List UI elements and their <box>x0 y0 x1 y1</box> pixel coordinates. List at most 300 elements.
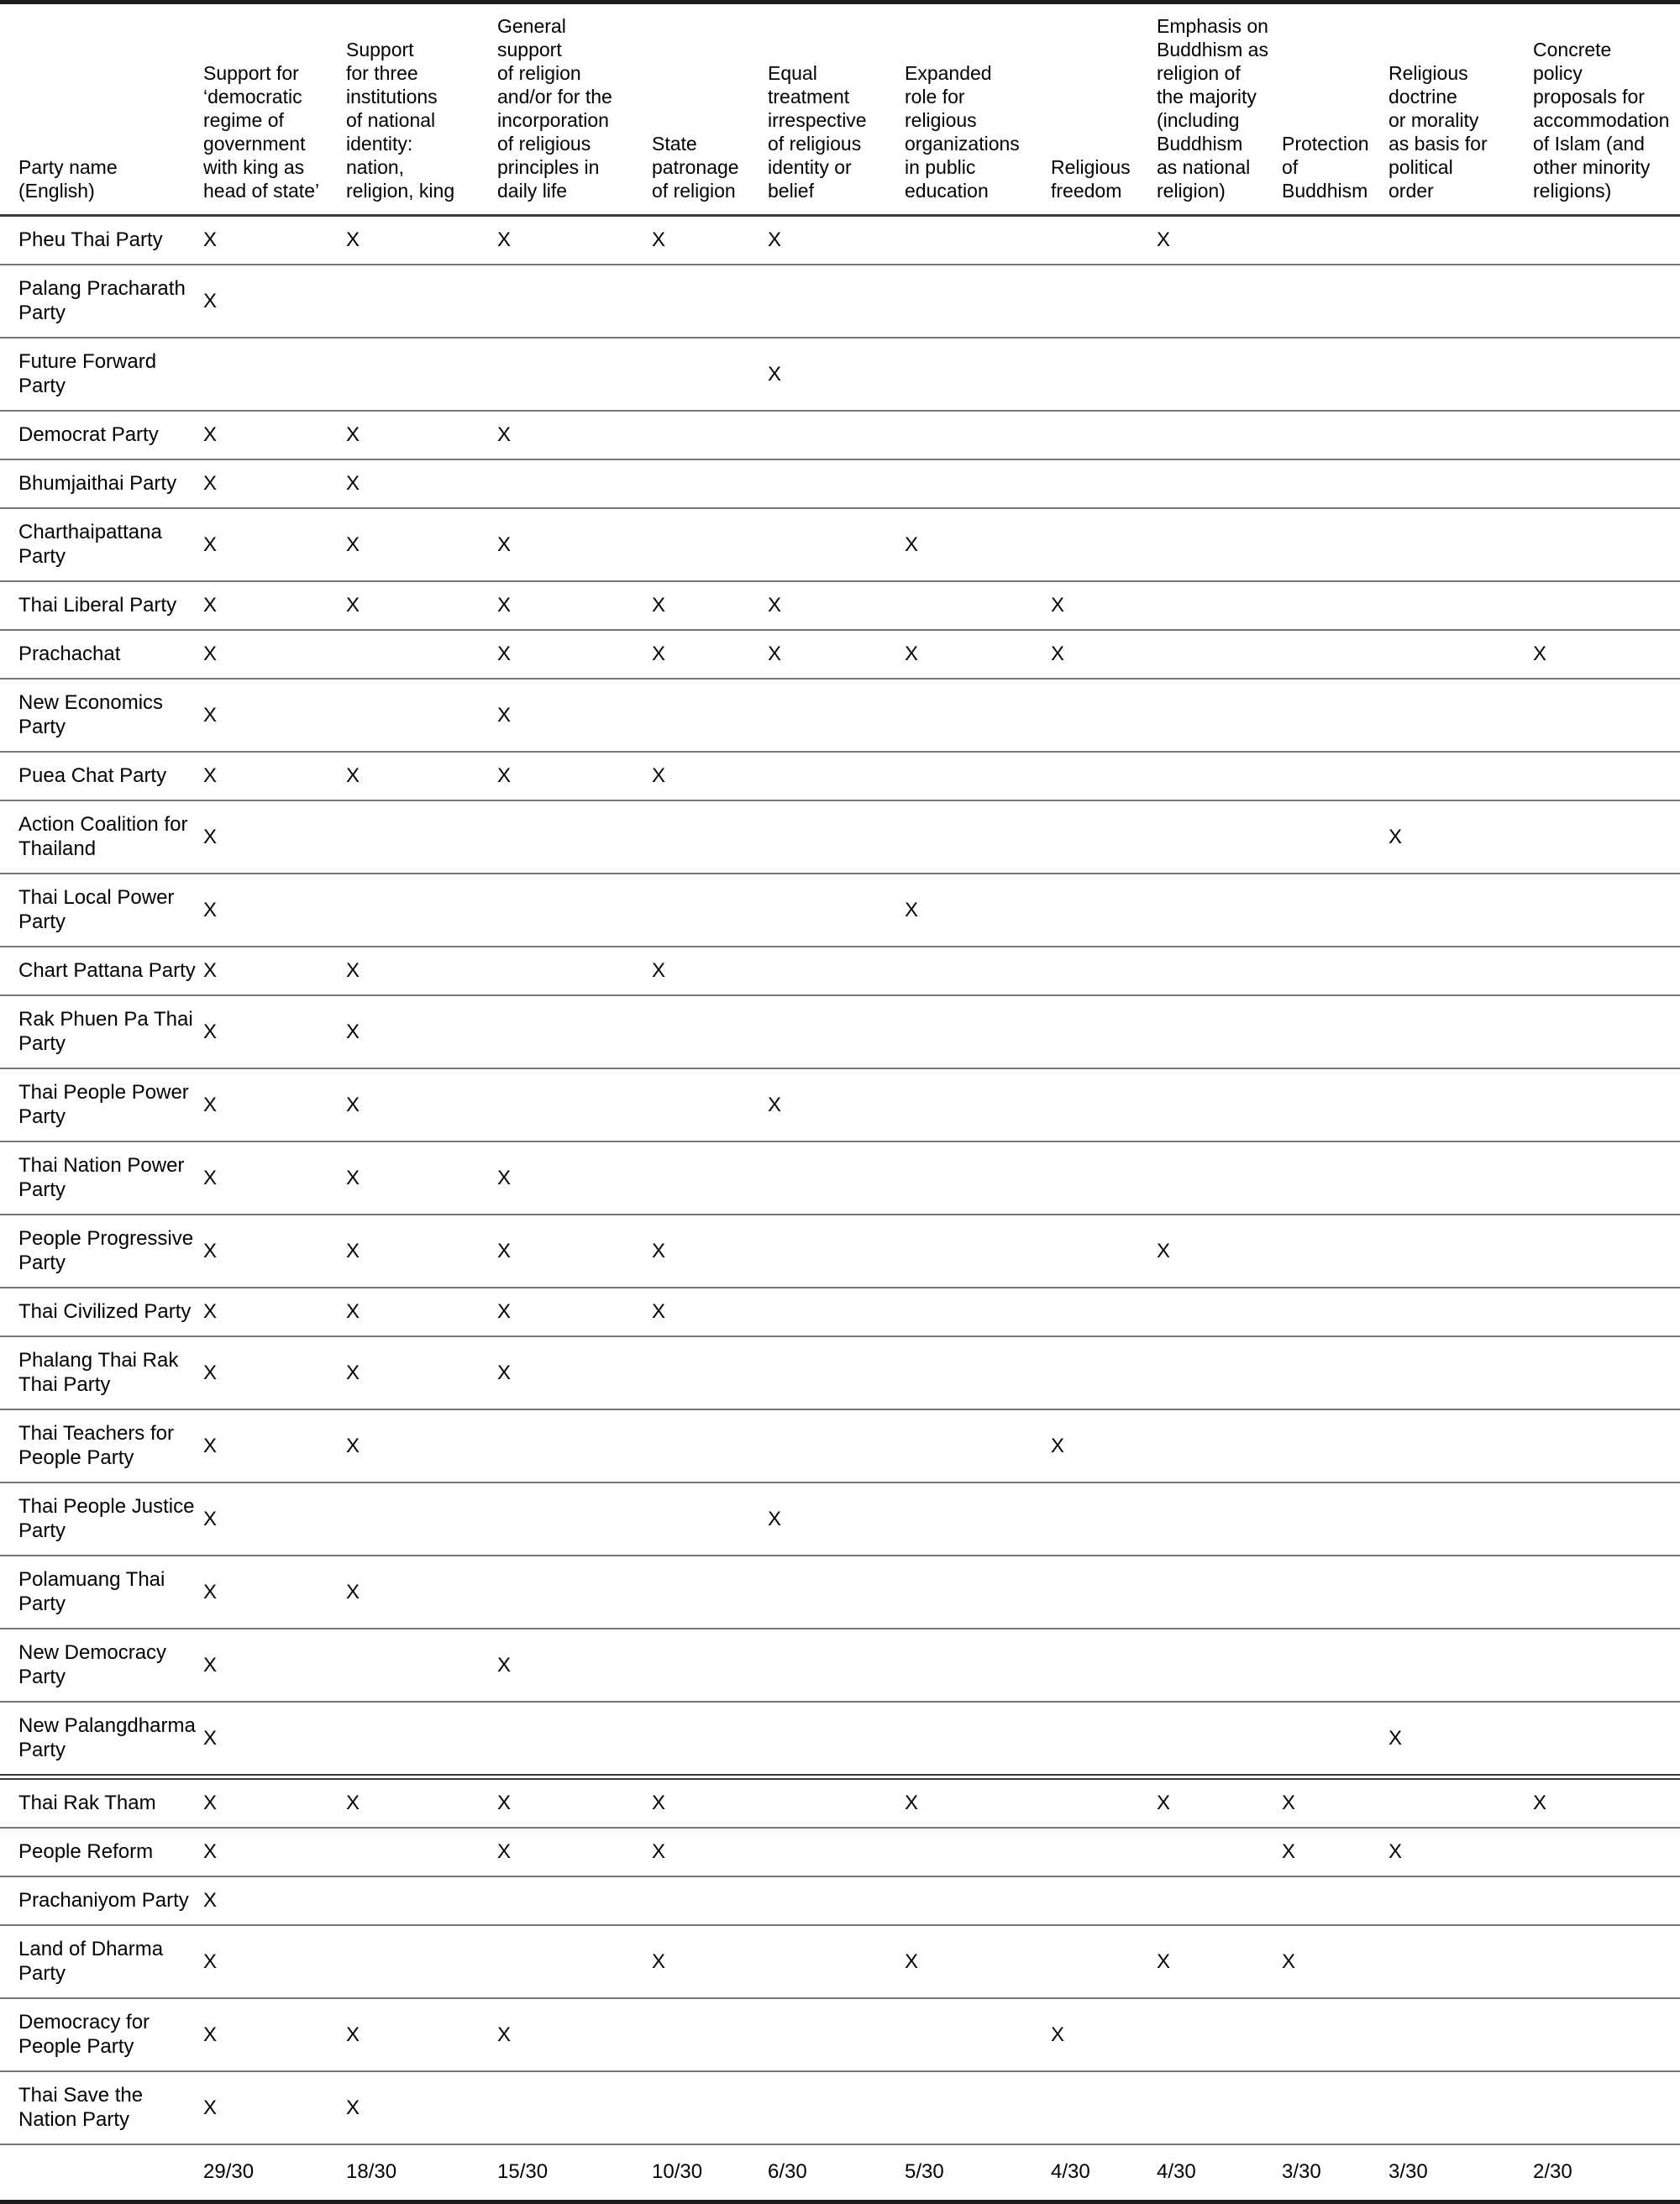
mark-cell-equal-treatment <box>768 411 905 459</box>
total-cell-religious-freedom: 4/30 <box>1051 2144 1157 2202</box>
mark-cell-general-support-religion: X <box>497 1629 652 1702</box>
mark-cell-protection-buddhism <box>1282 1876 1389 1925</box>
mark-cell-democratic-regime: X <box>203 1629 346 1702</box>
mark-cell-religious-doctrine-order <box>1389 630 1533 679</box>
mark-cell-three-institutions: X <box>346 752 497 800</box>
mark-cell-emphasis-buddhism <box>1157 752 1282 800</box>
mark-cell-emphasis-buddhism <box>1157 1556 1282 1629</box>
mark-cell-protection-buddhism <box>1282 1068 1389 1141</box>
mark-cell-expanded-role-education <box>905 1288 1051 1336</box>
mark-cell-state-patronage: X <box>652 581 768 630</box>
mark-cell-protection-buddhism <box>1282 1482 1389 1556</box>
mark-cell-protection-buddhism <box>1282 1702 1389 1777</box>
mark-cell-expanded-role-education <box>905 216 1051 265</box>
mark-cell-general-support-religion <box>497 265 652 338</box>
mark-cell-religious-doctrine-order <box>1389 1998 1533 2071</box>
mark-cell-state-patronage <box>652 1629 768 1702</box>
mark-cell-three-institutions: X <box>346 508 497 581</box>
party-name-cell: Prachachat <box>0 630 203 679</box>
mark-cell-three-institutions: X <box>346 1215 497 1288</box>
mark-cell-expanded-role-education <box>905 1556 1051 1629</box>
total-cell-three-institutions: 18/30 <box>346 2144 497 2202</box>
mark-cell-expanded-role-education <box>905 752 1051 800</box>
mark-cell-equal-treatment <box>768 800 905 874</box>
total-cell-accommodation-islam: 2/30 <box>1533 2144 1680 2202</box>
mark-cell-democratic-regime: X <box>203 630 346 679</box>
mark-cell-religious-doctrine-order <box>1389 995 1533 1068</box>
party-name-cell: Prachaniyom Party <box>0 1876 203 1925</box>
mark-cell-religious-doctrine-order <box>1389 1629 1533 1702</box>
party-name-cell: Democracy for People Party <box>0 1998 203 2071</box>
mark-cell-equal-treatment: X <box>768 216 905 265</box>
mark-cell-expanded-role-education <box>905 1409 1051 1482</box>
mark-cell-religious-doctrine-order <box>1389 679 1533 752</box>
mark-cell-state-patronage: X <box>652 216 768 265</box>
mark-cell-emphasis-buddhism <box>1157 1409 1282 1482</box>
mark-cell-emphasis-buddhism <box>1157 1998 1282 2071</box>
table-row <box>0 1777 1680 1829</box>
table-row <box>0 216 1680 265</box>
mark-cell-three-institutions: X <box>346 2071 497 2144</box>
mark-cell-religious-freedom <box>1051 1876 1157 1925</box>
mark-cell-religious-doctrine-order <box>1389 1876 1533 1925</box>
mark-cell-state-patronage <box>652 1702 768 1777</box>
mark-cell-protection-buddhism <box>1282 800 1389 874</box>
mark-cell-three-institutions: X <box>346 1288 497 1336</box>
mark-cell-expanded-role-education <box>905 1998 1051 2071</box>
mark-cell-three-institutions <box>346 800 497 874</box>
mark-cell-religious-freedom <box>1051 459 1157 508</box>
column-header-religious-freedom: Religious freedom <box>1051 3 1157 216</box>
column-header-accommodation-islam: Concrete policy proposals for accommodation of Islam (and other minority religions) <box>1533 3 1680 216</box>
mark-cell-expanded-role-education <box>905 1141 1051 1215</box>
mark-cell-state-patronage: X <box>652 1828 768 1876</box>
mark-cell-accommodation-islam <box>1533 216 1680 265</box>
mark-cell-accommodation-islam <box>1533 338 1680 411</box>
party-name-cell: People Reform <box>0 1828 203 1876</box>
mark-cell-democratic-regime: X <box>203 1876 346 1925</box>
mark-cell-general-support-religion <box>497 1068 652 1141</box>
mark-cell-religious-doctrine-order <box>1389 411 1533 459</box>
mark-cell-three-institutions: X <box>346 1068 497 1141</box>
mark-cell-three-institutions: X <box>346 1141 497 1215</box>
party-name-cell: New Democracy Party <box>0 1629 203 1702</box>
mark-cell-protection-buddhism <box>1282 874 1389 947</box>
mark-cell-protection-buddhism <box>1282 630 1389 679</box>
mark-cell-accommodation-islam <box>1533 508 1680 581</box>
mark-cell-religious-freedom <box>1051 216 1157 265</box>
party-name-cell: Polamuang Thai Party <box>0 1556 203 1629</box>
mark-cell-religious-freedom <box>1051 338 1157 411</box>
mark-cell-three-institutions: X <box>346 1409 497 1482</box>
mark-cell-general-support-religion: X <box>497 630 652 679</box>
mark-cell-emphasis-buddhism: X <box>1157 1925 1282 1998</box>
mark-cell-expanded-role-education: X <box>905 630 1051 679</box>
mark-cell-equal-treatment: X <box>768 581 905 630</box>
mark-cell-expanded-role-education <box>905 800 1051 874</box>
mark-cell-expanded-role-education: X <box>905 1777 1051 1829</box>
mark-cell-state-patronage <box>652 1068 768 1141</box>
mark-cell-equal-treatment <box>768 1288 905 1336</box>
mark-cell-religious-doctrine-order: X <box>1389 1828 1533 1876</box>
mark-cell-equal-treatment <box>768 1702 905 1777</box>
mark-cell-three-institutions <box>346 265 497 338</box>
table-row <box>0 508 1680 581</box>
mark-cell-accommodation-islam <box>1533 265 1680 338</box>
mark-cell-three-institutions <box>346 679 497 752</box>
mark-cell-accommodation-islam <box>1533 1215 1680 1288</box>
mark-cell-democratic-regime: X <box>203 581 346 630</box>
mark-cell-state-patronage <box>652 1336 768 1409</box>
mark-cell-accommodation-islam <box>1533 1998 1680 2071</box>
mark-cell-equal-treatment <box>768 1336 905 1409</box>
mark-cell-state-patronage: X <box>652 630 768 679</box>
table-row <box>0 1215 1680 1288</box>
mark-cell-equal-treatment <box>768 1777 905 1829</box>
mark-cell-state-patronage <box>652 265 768 338</box>
mark-cell-religious-doctrine-order <box>1389 1482 1533 1556</box>
mark-cell-emphasis-buddhism <box>1157 1141 1282 1215</box>
mark-cell-equal-treatment <box>768 1215 905 1288</box>
mark-cell-equal-treatment: X <box>768 1068 905 1141</box>
mark-cell-emphasis-buddhism <box>1157 581 1282 630</box>
mark-cell-general-support-religion <box>497 1925 652 1998</box>
mark-cell-three-institutions: X <box>346 1336 497 1409</box>
mark-cell-democratic-regime: X <box>203 1288 346 1336</box>
column-header-general-support-religion: General support of religion and/or for the incorporation of religious principles in daily life <box>497 3 652 216</box>
total-cell-democratic-regime: 29/30 <box>203 2144 346 2202</box>
mark-cell-religious-freedom <box>1051 995 1157 1068</box>
mark-cell-general-support-religion <box>497 1556 652 1629</box>
table-row <box>0 1828 1680 1876</box>
party-name-cell: Thai Rak Tham <box>0 1777 203 1829</box>
mark-cell-accommodation-islam <box>1533 1876 1680 1925</box>
mark-cell-three-institutions: X <box>346 411 497 459</box>
mark-cell-equal-treatment <box>768 874 905 947</box>
mark-cell-accommodation-islam: X <box>1533 1777 1680 1829</box>
mark-cell-three-institutions: X <box>346 1998 497 2071</box>
mark-cell-three-institutions <box>346 1702 497 1777</box>
mark-cell-emphasis-buddhism: X <box>1157 216 1282 265</box>
mark-cell-emphasis-buddhism <box>1157 2071 1282 2144</box>
mark-cell-state-patronage <box>652 679 768 752</box>
mark-cell-democratic-regime: X <box>203 1777 346 1829</box>
mark-cell-protection-buddhism <box>1282 411 1389 459</box>
mark-cell-expanded-role-education <box>905 1336 1051 1409</box>
party-name-cell: Action Coalition for Thailand <box>0 800 203 874</box>
mark-cell-equal-treatment <box>768 752 905 800</box>
mark-cell-state-patronage <box>652 338 768 411</box>
mark-cell-general-support-religion: X <box>497 1288 652 1336</box>
mark-cell-protection-buddhism <box>1282 1409 1389 1482</box>
mark-cell-religious-doctrine-order: X <box>1389 1702 1533 1777</box>
mark-cell-emphasis-buddhism: X <box>1157 1777 1282 1829</box>
table-row <box>0 1482 1680 1556</box>
party-name-cell: Thai Local Power Party <box>0 874 203 947</box>
mark-cell-three-institutions <box>346 874 497 947</box>
mark-cell-religious-doctrine-order <box>1389 947 1533 995</box>
mark-cell-three-institutions: X <box>346 947 497 995</box>
mark-cell-religious-doctrine-order <box>1389 508 1533 581</box>
column-header-state-patronage: State patronage of religion <box>652 3 768 216</box>
mark-cell-protection-buddhism <box>1282 679 1389 752</box>
mark-cell-religious-freedom <box>1051 1702 1157 1777</box>
party-name-cell: Pheu Thai Party <box>0 216 203 265</box>
mark-cell-general-support-religion: X <box>497 1777 652 1829</box>
table-row <box>0 752 1680 800</box>
table-row <box>0 1336 1680 1409</box>
table-row <box>0 338 1680 411</box>
mark-cell-democratic-regime: X <box>203 1215 346 1288</box>
mark-cell-emphasis-buddhism <box>1157 1336 1282 1409</box>
mark-cell-expanded-role-education <box>905 581 1051 630</box>
mark-cell-protection-buddhism <box>1282 581 1389 630</box>
mark-cell-democratic-regime: X <box>203 1556 346 1629</box>
party-name-cell: Palang Pracharath Party <box>0 265 203 338</box>
table-footer <box>0 2144 1680 2202</box>
totals-row-label <box>0 2144 203 2202</box>
party-name-cell: Bhumjaithai Party <box>0 459 203 508</box>
mark-cell-democratic-regime: X <box>203 1925 346 1998</box>
totals-row <box>0 2144 1680 2202</box>
column-header-equal-treatment: Equal treatment irrespective of religious identity or belief <box>768 3 905 216</box>
mark-cell-democratic-regime: X <box>203 874 346 947</box>
mark-cell-state-patronage: X <box>652 1925 768 1998</box>
mark-cell-democratic-regime: X <box>203 1482 346 1556</box>
party-name-cell: Puea Chat Party <box>0 752 203 800</box>
mark-cell-general-support-religion: X <box>497 216 652 265</box>
mark-cell-three-institutions <box>346 338 497 411</box>
table-row <box>0 1702 1680 1777</box>
mark-cell-accommodation-islam <box>1533 874 1680 947</box>
mark-cell-general-support-religion <box>497 459 652 508</box>
mark-cell-religious-freedom <box>1051 874 1157 947</box>
mark-cell-general-support-religion <box>497 995 652 1068</box>
mark-cell-protection-buddhism <box>1282 947 1389 995</box>
mark-cell-democratic-regime: X <box>203 265 346 338</box>
mark-cell-expanded-role-education <box>905 338 1051 411</box>
mark-cell-religious-doctrine-order <box>1389 2071 1533 2144</box>
mark-cell-accommodation-islam <box>1533 1702 1680 1777</box>
mark-cell-religious-doctrine-order <box>1389 1215 1533 1288</box>
mark-cell-protection-buddhism <box>1282 1629 1389 1702</box>
mark-cell-protection-buddhism: X <box>1282 1777 1389 1829</box>
column-header-protection-buddhism: Protection of Buddhism <box>1282 3 1389 216</box>
mark-cell-democratic-regime: X <box>203 508 346 581</box>
table-row <box>0 1068 1680 1141</box>
mark-cell-general-support-religion <box>497 947 652 995</box>
mark-cell-state-patronage <box>652 508 768 581</box>
mark-cell-expanded-role-education <box>905 1828 1051 1876</box>
mark-cell-democratic-regime: X <box>203 947 346 995</box>
mark-cell-equal-treatment <box>768 1629 905 1702</box>
mark-cell-three-institutions: X <box>346 995 497 1068</box>
mark-cell-protection-buddhism <box>1282 338 1389 411</box>
mark-cell-general-support-religion <box>497 338 652 411</box>
mark-cell-religious-doctrine-order <box>1389 1925 1533 1998</box>
mark-cell-state-patronage <box>652 1409 768 1482</box>
mark-cell-democratic-regime: X <box>203 1998 346 2071</box>
mark-cell-state-patronage <box>652 411 768 459</box>
mark-cell-democratic-regime: X <box>203 1068 346 1141</box>
mark-cell-emphasis-buddhism <box>1157 679 1282 752</box>
mark-cell-protection-buddhism <box>1282 995 1389 1068</box>
mark-cell-equal-treatment <box>768 1556 905 1629</box>
mark-cell-religious-freedom <box>1051 679 1157 752</box>
table-row <box>0 459 1680 508</box>
mark-cell-equal-treatment <box>768 1998 905 2071</box>
mark-cell-emphasis-buddhism <box>1157 338 1282 411</box>
mark-cell-protection-buddhism: X <box>1282 1925 1389 1998</box>
mark-cell-equal-treatment: X <box>768 630 905 679</box>
total-cell-equal-treatment: 6/30 <box>768 2144 905 2202</box>
party-name-cell: People Progressive Party <box>0 1215 203 1288</box>
mark-cell-religious-doctrine-order <box>1389 1288 1533 1336</box>
mark-cell-expanded-role-education <box>905 265 1051 338</box>
table-header <box>0 3 1680 216</box>
mark-cell-religious-doctrine-order <box>1389 752 1533 800</box>
mark-cell-expanded-role-education <box>905 1702 1051 1777</box>
mark-cell-emphasis-buddhism <box>1157 947 1282 995</box>
mark-cell-expanded-role-education <box>905 1482 1051 1556</box>
mark-cell-accommodation-islam <box>1533 1141 1680 1215</box>
mark-cell-emphasis-buddhism <box>1157 874 1282 947</box>
mark-cell-protection-buddhism <box>1282 2071 1389 2144</box>
mark-cell-equal-treatment <box>768 1925 905 1998</box>
mark-cell-equal-treatment <box>768 679 905 752</box>
mark-cell-democratic-regime: X <box>203 752 346 800</box>
mark-cell-democratic-regime: X <box>203 1141 346 1215</box>
mark-cell-religious-freedom <box>1051 1629 1157 1702</box>
mark-cell-emphasis-buddhism <box>1157 1482 1282 1556</box>
mark-cell-accommodation-islam <box>1533 1336 1680 1409</box>
mark-cell-accommodation-islam <box>1533 995 1680 1068</box>
party-name-cell: Phalang Thai Rak Thai Party <box>0 1336 203 1409</box>
mark-cell-general-support-religion: X <box>497 1828 652 1876</box>
mark-cell-religious-freedom: X <box>1051 581 1157 630</box>
row-header-label: Party name (English) <box>0 3 203 216</box>
column-header-religious-doctrine-order: Religious doctrine or morality as basis for political order <box>1389 3 1533 216</box>
mark-cell-protection-buddhism <box>1282 508 1389 581</box>
mark-cell-religious-doctrine-order <box>1389 581 1533 630</box>
table-row <box>0 2071 1680 2144</box>
mark-cell-general-support-religion <box>497 874 652 947</box>
mark-cell-religious-freedom <box>1051 752 1157 800</box>
mark-cell-emphasis-buddhism <box>1157 1876 1282 1925</box>
mark-cell-state-patronage <box>652 995 768 1068</box>
mark-cell-religious-freedom <box>1051 411 1157 459</box>
total-cell-expanded-role-education: 5/30 <box>905 2144 1051 2202</box>
mark-cell-democratic-regime: X <box>203 411 346 459</box>
mark-cell-equal-treatment <box>768 1876 905 1925</box>
mark-cell-general-support-religion <box>497 800 652 874</box>
mark-cell-religious-freedom <box>1051 1336 1157 1409</box>
mark-cell-general-support-religion: X <box>497 679 652 752</box>
mark-cell-accommodation-islam <box>1533 2071 1680 2144</box>
party-name-cell: Thai People Justice Party <box>0 1482 203 1556</box>
mark-cell-state-patronage: X <box>652 947 768 995</box>
mark-cell-expanded-role-education <box>905 947 1051 995</box>
party-name-cell: Rak Phuen Pa Thai Party <box>0 995 203 1068</box>
mark-cell-religious-doctrine-order <box>1389 1141 1533 1215</box>
table-row <box>0 1925 1680 1998</box>
mark-cell-state-patronage <box>652 1141 768 1215</box>
header-row <box>0 3 1680 216</box>
mark-cell-emphasis-buddhism <box>1157 995 1282 1068</box>
mark-cell-religious-doctrine-order <box>1389 1777 1533 1829</box>
table-row <box>0 1409 1680 1482</box>
party-name-cell: Thai Teachers for People Party <box>0 1409 203 1482</box>
mark-cell-expanded-role-education <box>905 1215 1051 1288</box>
total-cell-state-patronage: 10/30 <box>652 2144 768 2202</box>
party-name-cell: Land of Dharma Party <box>0 1925 203 1998</box>
table-row <box>0 1998 1680 2071</box>
total-cell-emphasis-buddhism: 4/30 <box>1157 2144 1282 2202</box>
mark-cell-accommodation-islam <box>1533 1629 1680 1702</box>
mark-cell-religious-freedom <box>1051 1482 1157 1556</box>
mark-cell-three-institutions <box>346 1629 497 1702</box>
mark-cell-general-support-religion: X <box>497 508 652 581</box>
mark-cell-emphasis-buddhism <box>1157 800 1282 874</box>
mark-cell-religious-doctrine-order <box>1389 338 1533 411</box>
mark-cell-accommodation-islam <box>1533 1068 1680 1141</box>
table-body <box>0 216 1680 2145</box>
mark-cell-emphasis-buddhism: X <box>1157 1215 1282 1288</box>
mark-cell-protection-buddhism <box>1282 1288 1389 1336</box>
mark-cell-accommodation-islam <box>1533 459 1680 508</box>
mark-cell-expanded-role-education <box>905 2071 1051 2144</box>
mark-cell-general-support-religion: X <box>497 1336 652 1409</box>
party-name-cell: Thai Liberal Party <box>0 581 203 630</box>
mark-cell-accommodation-islam <box>1533 1925 1680 1998</box>
column-header-emphasis-buddhism: Emphasis on Buddhism as religion of the majority (including Buddhism as national religion) <box>1157 3 1282 216</box>
mark-cell-general-support-religion <box>497 1482 652 1556</box>
mark-cell-religious-freedom <box>1051 265 1157 338</box>
mark-cell-accommodation-islam <box>1533 1482 1680 1556</box>
mark-cell-emphasis-buddhism <box>1157 1629 1282 1702</box>
mark-cell-general-support-religion: X <box>497 411 652 459</box>
mark-cell-equal-treatment <box>768 459 905 508</box>
mark-cell-accommodation-islam <box>1533 581 1680 630</box>
table-row <box>0 630 1680 679</box>
mark-cell-expanded-role-education: X <box>905 1925 1051 1998</box>
mark-cell-three-institutions: X <box>346 459 497 508</box>
mark-cell-religious-freedom <box>1051 1141 1157 1215</box>
mark-cell-state-patronage <box>652 874 768 947</box>
mark-cell-emphasis-buddhism <box>1157 1288 1282 1336</box>
party-name-cell: Thai Civilized Party <box>0 1288 203 1336</box>
mark-cell-equal-treatment <box>768 1409 905 1482</box>
mark-cell-general-support-religion: X <box>497 1141 652 1215</box>
mark-cell-accommodation-islam <box>1533 1409 1680 1482</box>
mark-cell-religious-doctrine-order <box>1389 459 1533 508</box>
total-cell-general-support-religion: 15/30 <box>497 2144 652 2202</box>
mark-cell-religious-freedom <box>1051 1288 1157 1336</box>
party-name-cell: Thai People Power Party <box>0 1068 203 1141</box>
mark-cell-three-institutions <box>346 1482 497 1556</box>
mark-cell-religious-doctrine-order <box>1389 1556 1533 1629</box>
mark-cell-democratic-regime: X <box>203 1828 346 1876</box>
mark-cell-protection-buddhism: X <box>1282 1828 1389 1876</box>
mark-cell-democratic-regime: X <box>203 216 346 265</box>
table-row <box>0 679 1680 752</box>
party-name-cell: Future Forward Party <box>0 338 203 411</box>
mark-cell-emphasis-buddhism <box>1157 508 1282 581</box>
mark-cell-three-institutions: X <box>346 1777 497 1829</box>
mark-cell-religious-freedom: X <box>1051 1998 1157 2071</box>
mark-cell-equal-treatment <box>768 947 905 995</box>
mark-cell-general-support-religion <box>497 1876 652 1925</box>
